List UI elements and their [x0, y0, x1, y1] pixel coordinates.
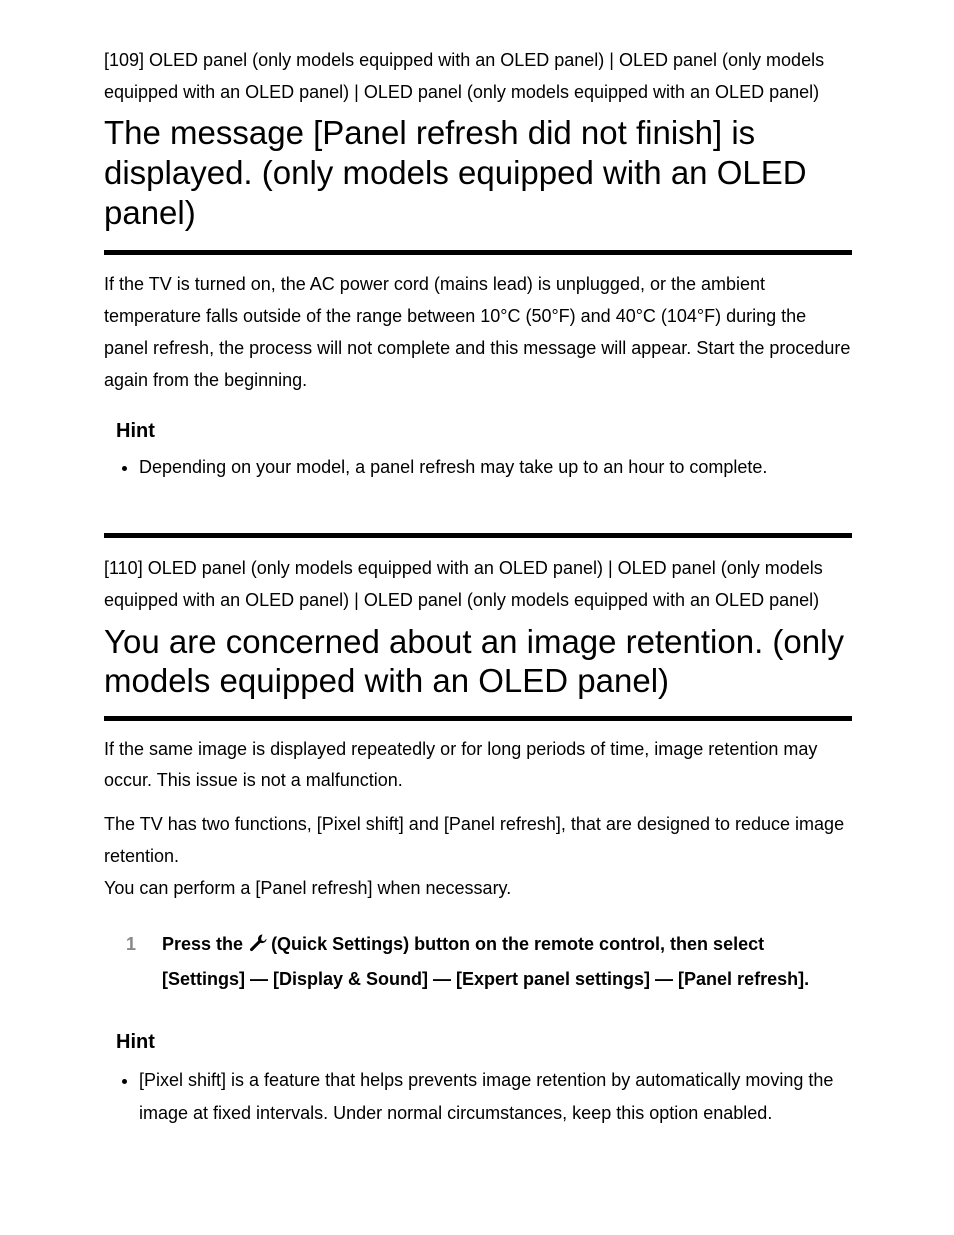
hint-heading-110: Hint [116, 1031, 155, 1053]
step-text-after-icon: (Quick Settings) button on the remote control, then select [Settings] — [Display & Sound] — [Expert panel settings] — [Panel refresh]. [162, 934, 810, 989]
page-title-109: The message [Panel refresh did not finish] is displayed. (only models equipped with an OLED panel) [104, 114, 807, 231]
step-number: 1 [126, 934, 137, 954]
body-text-109: If the TV is turned on, the AC power cord (mains lead) is unplugged, or the ambient temperature falls outside of the range between 10°C (50°F) and 40°C (104°F) during the panel refresh, the process will not complete and this message will appear. Start the procedure again from the beginning. [104, 274, 851, 390]
help-page [104, 44, 852, 1130]
body-text-110-b: The TV has two functions, [Pixel shift] and [Panel refresh], that are designed to reduce image retention. [104, 814, 845, 866]
hint-list-110 [104, 1064, 852, 1130]
wrench-icon [248, 931, 268, 963]
page-title-110: You are concerned about an image retention. (only models equipped with an OLED panel) [104, 623, 844, 699]
hint-heading-109: Hint [116, 420, 155, 442]
hint-item: • [Pixel shift] is a feature that helps prevents image retention by automatically moving the image at fixed intervals. Under normal circumstances, keep this option enabled. [139, 1064, 852, 1130]
hint-list-109 [104, 451, 852, 484]
body-text-110-a: If the same image is displayed repeatedly or for long periods of time, image retention may occur. This issue is not a malfunction. [104, 739, 818, 790]
step-text-before-icon: Press the [162, 934, 244, 954]
title-divider-110 [104, 716, 852, 721]
hint-item: • Depending on your model, a panel refresh may take up to an hour to complete. [139, 451, 852, 484]
breadcrumb-109: [109] OLED panel (only models equipped with an OLED panel) | OLED panel (only models equipped with an OLED panel) | OLED panel (only models equipped with an OLED panel) [104, 50, 825, 102]
step-1 [126, 928, 852, 995]
title-divider-109 [104, 250, 852, 255]
step-text [162, 928, 852, 995]
body-text-110-c: You can perform a [Panel refresh] when necessary. [104, 878, 512, 898]
section-divider [104, 533, 852, 538]
breadcrumb-110: [110] OLED panel (only models equipped with an OLED panel) | OLED panel (only models equipped with an OLED panel) | OLED panel (only models equipped with an OLED panel) [104, 558, 823, 610]
